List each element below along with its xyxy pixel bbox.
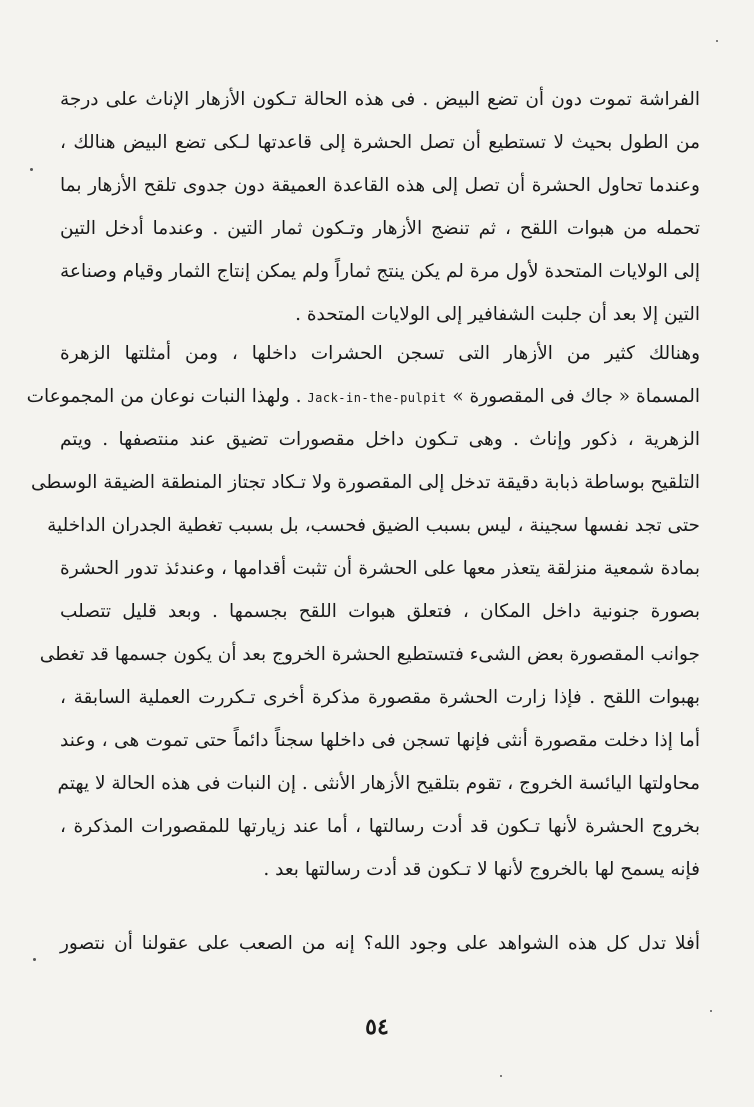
page-number: ٥٤ bbox=[365, 1014, 389, 1040]
text-line: وهنالك كثير من الأزهار التى تسجن الحشرات داخلها ، ومن أمثلتها الزهرة bbox=[60, 343, 700, 364]
paragraph-fig-wasp-pollination bbox=[60, 78, 700, 336]
text-line: بمادة شمعية منزلقة يتعذر معها على الحشرة أن تثبت أقدامها ، وعندئذ تدور الحشرة bbox=[60, 558, 700, 579]
text-line: أما إذا دخلت مقصورة أنثى فإنها تسجن فى داخلها سجناً دائماً حتى تموت هى ، وعند bbox=[60, 730, 700, 751]
scan-speck bbox=[710, 1010, 712, 1012]
text-line: الفراشة تموت دون أن تضع البيض . فى هذه الحالة تـكون الأزهار الإناث على درجة bbox=[60, 89, 700, 110]
text-line: بهبوات اللقح . فإذا زارت الحشرة مقصورة مذكرة أخرى تـكررت العملية السابقة ، bbox=[60, 687, 700, 708]
latin-plant-name: Jack-in-the-pulpit bbox=[307, 391, 447, 405]
text-line: بصورة جنونية داخل المكان ، فتعلق هبوات اللقح بجسمها . وبعد قليل تتصلب bbox=[60, 601, 700, 622]
text-line: من الطول بحيث لا تستطيع أن تصل الحشرة إلى قاعدتها لـكى تضع البيض هنالك ، bbox=[60, 132, 700, 153]
text-line: المسماة « جاك فى المقصورة » Jack-in-the-pulpit . ولهذا النبات نوعان من المجموعات bbox=[26, 386, 700, 407]
text-line: بخروج الحشرة لأنها تـكون قد أدت رسالتها ، أما عند زيارتها للمقصورات المذكرة ، bbox=[60, 816, 700, 837]
text-line: حتى تجد نفسها سجينة ، ليس بسبب الضيق فحسب، بل بسبب تغطية الجدران الداخلية bbox=[47, 515, 700, 536]
text-line: تحمله من هبوات اللقح ، ثم تنضج الأزهار وتـكون ثمار التين . وعندما أدخل التين bbox=[60, 218, 700, 239]
text-line: أفلا تدل كل هذه الشواهد على وجود الله؟ إنه من الصعب على عقولنا أن نتصور bbox=[60, 933, 700, 954]
text-line: فإنه يسمح لها بالخروج لأنها لا تـكون قد أدت رسالتها بعد . bbox=[263, 859, 700, 880]
text-line: وعندما تحاول الحشرة أن تصل إلى هذه القاعدة العميقة دون جدوى تلقح الأزهار بما bbox=[60, 175, 700, 196]
paragraph-conclusion bbox=[60, 922, 700, 965]
text-line: التين إلا بعد أن جلبت الشفافير إلى الولايات المتحدة . bbox=[295, 304, 700, 325]
text-line: التلقيح بوساطة ذبابة دقيقة تدخل إلى المقصورة ولا تـكاد تجتاز المنطقة الضيقة الوسطى bbox=[30, 472, 700, 493]
scan-speck bbox=[716, 40, 718, 42]
paragraph-jack-in-the-pulpit bbox=[26, 332, 700, 891]
scan-speck bbox=[30, 168, 33, 171]
text-line: إلى الولايات المتحدة لأول مرة لم يكن ينتج ثماراً ولم يمكن إنتاج الثمار وقيام وصناعة bbox=[60, 261, 700, 282]
scan-speck bbox=[33, 958, 36, 961]
text-line: جوانب المقصورة بعض الشىء فتستطيع الحشرة الخروج بعد أن يكون جسمها قد تغطى bbox=[39, 644, 700, 665]
text-line: محاولتها اليائسة الخروج ، تقوم بتلقيح الأزهار الأنثى . إن النبات فى هذه الحالة لا يهتم bbox=[57, 773, 700, 794]
scan-speck bbox=[500, 1075, 502, 1077]
text-line: الزهرية ، ذكور وإناث . وهى تـكون داخل مقصورات تضيق عند منتصفها . ويتم bbox=[60, 429, 700, 450]
